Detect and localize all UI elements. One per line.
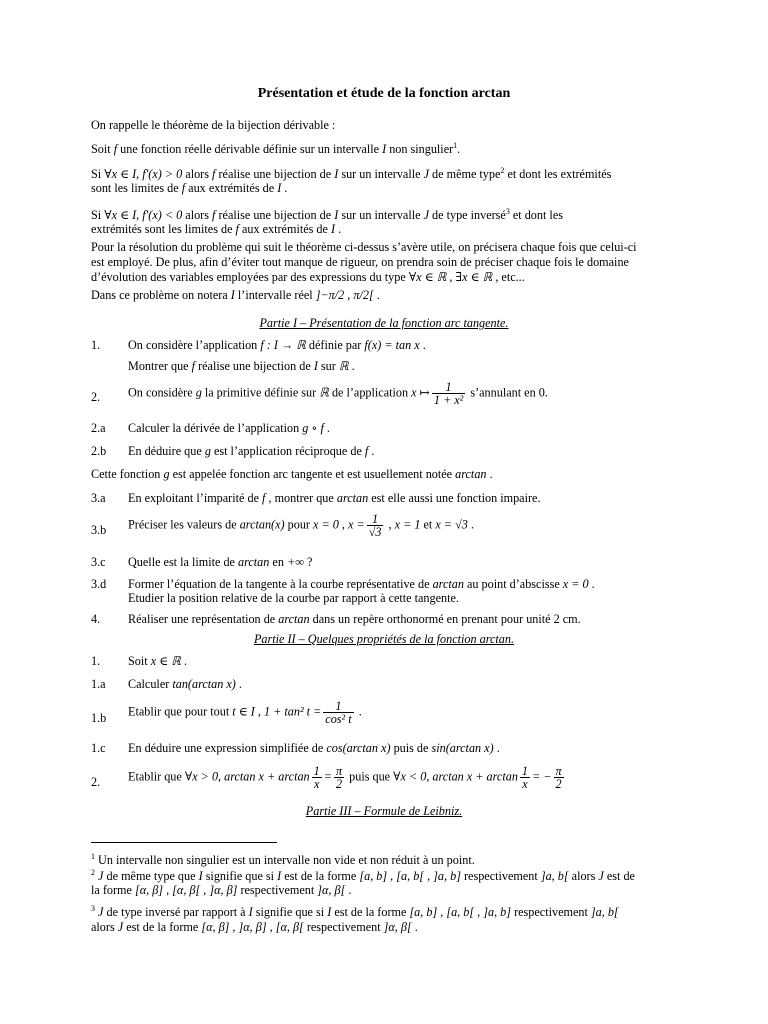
math: g [163, 467, 170, 481]
intro-line-8 [91, 255, 677, 270]
text: réalise une bijection de [195, 359, 314, 373]
numerator: 1 [521, 764, 529, 778]
text: est de la forme [123, 920, 202, 934]
math: I [277, 869, 282, 884]
text: et dont les [509, 208, 563, 223]
text: au point d’abscisse [463, 577, 563, 591]
fraction [432, 381, 465, 406]
text: . [419, 338, 426, 352]
text: , [385, 517, 395, 532]
fraction [554, 765, 564, 790]
footnote-marker: 3 [91, 904, 95, 913]
text: . [493, 741, 500, 755]
text: En déduire que [128, 444, 205, 458]
text: Préciser les valeurs de [128, 517, 240, 532]
intro-line-1 [91, 118, 677, 133]
text: est de la forme [281, 869, 360, 884]
math: ]a, b[ [540, 869, 569, 884]
text: ? [303, 555, 313, 569]
text: d’évolution des variables employées par des expressions du type [91, 270, 409, 284]
question-number: 2. [91, 390, 101, 404]
math: J [423, 167, 429, 182]
text: . [368, 444, 375, 458]
math: +∞ [286, 555, 304, 569]
math: I [334, 208, 339, 223]
text: . [373, 288, 380, 302]
question-number: 2. [91, 775, 101, 789]
text: est elle aussi une fonction impaire. [368, 491, 541, 505]
text: est de [603, 869, 635, 884]
text: est de la forme [331, 905, 410, 920]
text: En exploitant l’imparité de [128, 491, 263, 505]
math: tan(arctan x) [172, 677, 236, 691]
math: = [323, 769, 332, 784]
question-number: 1. [91, 654, 101, 668]
text: Calculer la dérivée de l’application [128, 421, 303, 435]
numerator: 1 [445, 380, 452, 394]
math: [α, β] , [α, β[ , ]α, β] [135, 883, 238, 897]
numerator: 1 [313, 764, 320, 778]
text: Réaliser une représentation de [128, 612, 279, 626]
text: respectivement [460, 869, 541, 884]
math: f [113, 142, 118, 157]
intro-line-9 [91, 270, 677, 285]
numerator: π [335, 764, 343, 778]
question-number: 3.b [91, 523, 107, 537]
math: f [191, 359, 196, 373]
text: extrémités sont les limites de [91, 222, 236, 236]
text: alors [182, 208, 213, 223]
text: définie par [305, 338, 365, 352]
footnote-text: Un intervalle non singulier est un intervalle non vide et non réduit à un point. [95, 853, 475, 868]
question-number: 3.d [91, 577, 107, 591]
text: est appelée fonction arc tangente et est usuellement notée [169, 467, 456, 481]
math: arctan(x) [239, 517, 285, 532]
math: I [277, 181, 282, 195]
text: signifie que si [252, 905, 328, 920]
numerator: π [555, 764, 562, 778]
math: I [230, 288, 235, 302]
text: Soit [91, 142, 114, 157]
text: l’intervalle réel [234, 288, 316, 302]
question-text [128, 491, 541, 506]
part2-heading: Partie II – Quelques propriétés de la fonction arctan. [253, 632, 515, 646]
fraction [323, 700, 353, 725]
question-number: 1.b [91, 711, 107, 725]
text: et dont les extrémités [504, 167, 612, 182]
intro-line-5 [91, 204, 677, 223]
math: ∀x < 0, arctan x + arctan [393, 769, 518, 784]
question-text [128, 654, 187, 669]
denominator: √3 [368, 525, 382, 539]
text: . [345, 883, 352, 897]
denominator: 2 [554, 777, 564, 790]
math: arctan [432, 577, 464, 591]
math: x = 0 [313, 517, 339, 532]
question-text: Etudier la position relative de la courbe par rapport à cette tangente. [128, 591, 459, 605]
text: de même type [429, 167, 501, 182]
question-number: 2.a [91, 421, 106, 435]
footnote-rule [91, 842, 277, 843]
text: Dans ce problème on notera [91, 288, 231, 302]
math: arctan [336, 491, 369, 505]
text: . [588, 577, 595, 591]
text: dans un repère orthonormé en prenant pour unité 2 cm. [309, 612, 581, 626]
math: ]−π/2 , π/2[ [315, 288, 374, 302]
question-text [128, 765, 566, 790]
question-text [128, 421, 330, 436]
text: de type inversé par rapport à [103, 905, 249, 920]
text: . [323, 421, 330, 435]
math: arctan [278, 612, 310, 626]
question-text [128, 700, 362, 725]
question-text [128, 577, 595, 592]
text: une fonction réelle dérivable définie sur un intervalle [117, 142, 383, 157]
footnote-3 [91, 901, 677, 920]
math: x = √3 [435, 517, 468, 532]
text: en [269, 555, 287, 569]
denominator: 2 [334, 777, 344, 790]
question-text [128, 513, 474, 538]
math: J [423, 208, 429, 223]
intro-line-6 [91, 222, 677, 237]
intro-text: On rappelle le théorème de la bijection dérivable : [91, 118, 336, 132]
math: f : I → ℝ [260, 338, 306, 352]
math: sin(arctan x) [431, 741, 494, 755]
text: s’annulant en 0. [467, 385, 548, 400]
p1-note [91, 467, 677, 482]
text: la primitive définie sur [201, 385, 320, 400]
intro-line-3 [91, 163, 677, 182]
math: [a, b] , [a, b[ , ]a, b] [359, 869, 461, 884]
text: . [486, 467, 493, 481]
question-text [128, 444, 374, 459]
math: f [235, 222, 239, 236]
math: x = 1 [394, 517, 421, 532]
math: ∀x > 0, arctan x + arctan [184, 769, 310, 784]
math: ℝ [319, 385, 329, 400]
math: f [181, 181, 186, 195]
math: [a, b] , [a, b[ , ]a, b] [409, 905, 512, 920]
numerator: 1 [372, 512, 379, 526]
text: sont les limites de [91, 181, 182, 195]
math: [α, β] , ]α, β] , [α, β[ [201, 920, 304, 934]
text: On considère l’application [128, 338, 261, 352]
denominator: 1 + x² [433, 393, 464, 407]
text: En déduire une expression simplifiée de [128, 741, 327, 755]
footnote-ref: 3 [505, 207, 510, 216]
math: ]a, b[ [590, 905, 619, 920]
footnote-marker: 2 [91, 868, 95, 877]
math: I [330, 222, 336, 236]
math: I [334, 167, 339, 182]
fraction [520, 765, 530, 790]
question-text [128, 381, 548, 406]
question-number: 1.a [91, 677, 106, 691]
part3-heading: Partie III – Formule de Leibniz. [305, 804, 463, 818]
math: g [195, 385, 202, 400]
text: . [467, 517, 474, 532]
math: J [117, 920, 124, 934]
part1-heading: Partie I – Présentation de la fonction arc tangente. [259, 316, 509, 330]
question-text [128, 677, 242, 692]
text: . [457, 142, 461, 157]
text: aux extrémités de [238, 222, 331, 236]
denominator: cos² t [325, 712, 352, 726]
math: ∀x ∈ ℝ , ∃x ∈ ℝ [408, 270, 493, 284]
math: ]α, β[ [383, 920, 412, 934]
text: et [420, 517, 436, 532]
text: , [338, 517, 348, 532]
question-number: 3.a [91, 491, 106, 505]
footnote-ref: 2 [500, 166, 505, 175]
text: . [235, 677, 242, 691]
text: Si [91, 167, 105, 182]
math: arctan [238, 555, 270, 569]
math: J [598, 869, 604, 884]
math: g ∘ f [302, 421, 324, 435]
text: alors [91, 920, 118, 934]
math: ∀x ∈ I, f′(x) < 0 [104, 208, 183, 223]
math: I [248, 905, 253, 920]
math: f(x) = tan x [364, 338, 420, 352]
math: cos(arctan x) [326, 741, 391, 755]
text: de type inversé [429, 208, 506, 223]
math: t ∈ I [232, 704, 255, 719]
text: pour [284, 517, 314, 532]
math: x = 0 [562, 577, 589, 591]
question-number: 2.b [91, 444, 107, 458]
text: Soit [128, 654, 151, 668]
text: sur un intervalle [338, 208, 424, 223]
footnote-2-cont [91, 882, 677, 898]
text: Former l’équation de la tangente à la courbe représentative de [128, 577, 433, 591]
text: Cette fonction [91, 467, 164, 481]
text: de même type que [103, 869, 199, 884]
text: . [355, 704, 362, 719]
text: alors [182, 167, 213, 182]
text: . [411, 920, 418, 934]
question-text [128, 338, 426, 353]
math: 1 + tan² t = [263, 704, 322, 719]
text: signifie que si [202, 869, 278, 884]
footnote-3-cont [91, 919, 677, 935]
text: respectivement [237, 883, 318, 897]
math: x ↦ [411, 385, 430, 400]
text: Etablir que pour tout [128, 704, 233, 719]
denominator: x [520, 777, 530, 790]
text: On considère [128, 385, 196, 400]
text: est l’application réciproque de [210, 444, 365, 458]
text: . [180, 654, 187, 668]
fraction [334, 765, 344, 790]
footnote-marker: 1 [91, 852, 95, 861]
intro-line-10 [91, 288, 677, 303]
text: non singulier [386, 142, 454, 157]
text: Si [91, 208, 105, 223]
text: Montrer que [128, 359, 192, 373]
text: alors [568, 869, 599, 884]
math: x = [348, 517, 365, 532]
text: Etablir que [128, 769, 185, 784]
fraction [367, 513, 384, 538]
math: f [212, 208, 216, 223]
math: I [382, 142, 387, 157]
math: = − [532, 769, 552, 784]
math: f [364, 444, 369, 458]
text: Quelle est la limite de [128, 555, 238, 569]
text: , [254, 704, 264, 719]
math: I [327, 905, 332, 920]
text: . [348, 359, 355, 373]
text: , etc... [492, 270, 525, 284]
math: f [212, 167, 216, 182]
text: . [281, 181, 288, 195]
text: puis de [390, 741, 432, 755]
math: ]α, β[ [317, 883, 346, 897]
question-number: 3.c [91, 555, 106, 569]
text: puis que [346, 769, 394, 784]
text: respectivement [511, 905, 591, 920]
math: ℝ [338, 359, 349, 373]
text: réalise une bijection de [215, 167, 335, 182]
text: la forme [91, 883, 135, 897]
page-title: Présentation et étude de la fonction arctan [257, 86, 511, 101]
text: Pour la résolution du problème qui suit le théorème ci-dessus s’avère utile, on précisera chaque fois que celui-ci [91, 240, 637, 254]
text: réalise une bijection de [215, 208, 335, 223]
question-number: 1.c [91, 741, 106, 755]
math: I [313, 359, 318, 373]
text: de l’application [328, 385, 412, 400]
intro-line-7 [91, 240, 677, 255]
denominator: x [312, 777, 322, 790]
math: J [98, 869, 104, 884]
intro-line-4 [91, 181, 677, 196]
math: f [262, 491, 266, 505]
numerator: 1 [335, 699, 342, 713]
intro-line-2 [91, 138, 677, 157]
question-text [128, 555, 312, 570]
question-text [128, 612, 581, 627]
math: J [98, 905, 104, 920]
text: aux extrémités de [185, 181, 278, 195]
math: x ∈ ℝ [150, 654, 181, 668]
text: est employé. De plus, afin d’éviter tout manque de rigueur, on prendra soin de préciser chaque fois le domaine [91, 255, 629, 269]
question-number: 4. [91, 612, 101, 626]
math: I [198, 869, 203, 884]
text: . [335, 222, 342, 236]
text: , montrer que [265, 491, 337, 505]
math: g [204, 444, 211, 458]
text: Calculer [128, 677, 173, 691]
fraction [312, 765, 322, 790]
math: arctan [455, 467, 487, 481]
text: sur [317, 359, 339, 373]
question-text [128, 359, 355, 374]
text: sur un intervalle [338, 167, 424, 182]
text: respectivement [303, 920, 384, 934]
footnote-ref: 1 [453, 141, 458, 150]
question-number: 1. [91, 338, 101, 352]
question-text [128, 741, 500, 756]
math: ∀x ∈ I, f′(x) > 0 [104, 167, 183, 182]
